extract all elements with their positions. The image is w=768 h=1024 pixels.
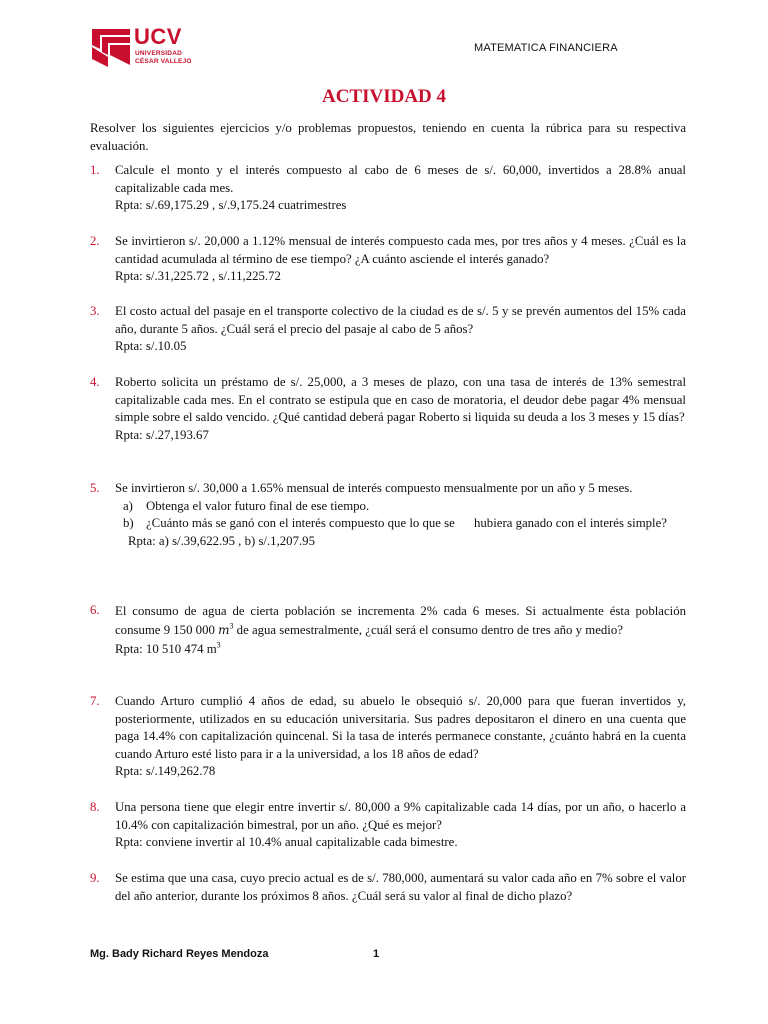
unit-symbol: m (218, 623, 230, 637)
unit-exponent: 3 (229, 621, 234, 631)
exercise-number: 5. (90, 481, 100, 495)
exercise-4 (90, 374, 686, 444)
exercise-text: Roberto solicita un préstamo de s/. 25,000, a 3 meses de plazo, con una tasa de interés de 13% semestral capitalizable cada mes. En el contrato se estipula que en caso de moratoria, el deudor debe pagar 4% mensual simple sobre el saldo vencido. ¿Qué cantidad deberá pagar Roberto si liquida su deuda a los 3 meses y 15 días? (115, 375, 686, 425)
exercise-answer: Rpta: s/.10.05 (115, 339, 187, 354)
university-logo (90, 25, 200, 69)
logo-name-line: CÉSAR VALLEJO (135, 58, 192, 65)
sub-letter: a) (123, 498, 133, 513)
logo-university-line: UNIVERSIDAD (135, 50, 182, 57)
exercise-number: 1. (90, 163, 100, 177)
exercise-1 (90, 162, 686, 215)
exercise-number: 9. (90, 871, 100, 885)
exercise-text-part: de agua semestralmente, ¿cuál será el consumo dentro de tres año y medio? (233, 623, 623, 637)
exercise-8 (90, 799, 686, 852)
exercise-5 (90, 480, 686, 550)
exercise-answer: Rpta: s/.27,193.67 (115, 427, 209, 442)
activity-title: ACTIVIDAD 4 (321, 86, 447, 107)
exercise-text: Una persona tiene que elegir entre invertir s/. 80,000 a 9% capitalizable cada 14 días, por un año, o hacerlo a 10.4% con capitalización bimestral, por un año. ¿Qué es mejor? (115, 800, 686, 832)
exercise-text: Se estima que una casa, cuyo precio actual es de s/. 780,000, aumentará su valor cada año en 7% sobre el valor del año anterior, durante los próximos 8 años. ¿Cuál será su valor al final de dicho plazo? (115, 871, 686, 903)
exercise-3 (90, 303, 686, 356)
exercise-text: Se invirtieron s/. 30,000 a 1.65% mensual de interés compuesto mensualmente por un año y 5 meses. (115, 481, 633, 495)
exercise-text (115, 602, 686, 640)
sub-question-b (123, 515, 686, 533)
exercise-number: 7. (90, 694, 100, 708)
exercise-number: 2. (90, 234, 100, 248)
exercise-number: 4. (90, 375, 100, 389)
exercise-answer: Rpta: a) s/.39,622.95 , b) s/.1,207.95 (128, 533, 315, 548)
exercise-number: 6. (90, 603, 100, 617)
exercise-number: 3. (90, 304, 100, 318)
exercise-number: 8. (90, 800, 100, 814)
ucv-shield-icon (90, 25, 132, 69)
exercise-answer: Rpta: s/.149,262.78 (115, 764, 216, 779)
sub-text: Obtenga el valor futuro final de ese tiempo. (146, 498, 370, 513)
sub-question-a (123, 498, 686, 516)
exercise-9 (90, 870, 686, 905)
exercise-answer: Rpta: conviene invertir al 10.4% anual capitalizable cada bimestre. (115, 835, 458, 850)
course-title: MATEMATICA FINANCIERA (474, 42, 618, 54)
exercise-answer: Rpta: s/.31,225.72 , s/.11,225.72 (115, 269, 281, 284)
sub-letter: b) (123, 516, 134, 531)
page-number: 1 (373, 948, 380, 960)
exercise-6 (90, 602, 686, 659)
answer-text: Rpta: 10 510 474 m (115, 642, 217, 656)
exercise-7 (90, 693, 686, 781)
exercise-text: Calcule el monto y el interés compuesto al cabo de 6 meses de s/. 60,000, invertidos a 28.8% anual capitalizable cada mes. (115, 163, 686, 195)
exercise-text-part: El consumo de agua de cierta población se incrementa 2% cada 6 meses. Si actualmente ésta población consume 9 150 000 (115, 604, 686, 637)
sub-text: ¿Cuánto más se ganó con el interés compuesto que lo que se hubiera ganado con el interés simple? (146, 516, 667, 531)
footer-author: Mg. Bady Richard Reyes Mendoza (90, 948, 269, 960)
exercise-answer (115, 640, 686, 659)
exercise-2 (90, 233, 686, 286)
exercise-text: Cuando Arturo cumplió 4 años de edad, su abuelo le obsequió s/. 20,000 para que fueran invertidos y, posteriormente, utilizados en su educación universitaria. Sus padres depositaron el dinero en una cuenta que paga 14.4% con capitalización quincenal. Si la tasa de interés permanece constante, ¿cuánto habrá en la cuenta cuando Arturo esté listo para ir a la universidad, a los 18 años de edad? (115, 694, 686, 761)
answer-exponent: 3 (216, 640, 221, 650)
exercise-answer: Rpta: s/.69,175.29 , s/.9,175.24 cuatrimestres (115, 198, 347, 213)
logo-wordmark: UCV (134, 24, 182, 49)
instructions: Resolver los siguientes ejercicios y/o problemas propuestos, teniendo en cuenta la rúbrica para su respectiva evaluación. (90, 121, 686, 153)
exercise-text: El costo actual del pasaje en el transporte colectivo de la ciudad es de s/. 5 y se prevén aumentos del 15% cada año, durante 5 años. ¿Cuál será el precio del pasaje al cabo de 5 años? (115, 304, 686, 336)
exercise-text: Se invirtieron s/. 20,000 a 1.12% mensual de interés compuesto cada mes, por tres años y 4 meses. ¿Cuál es la cantidad acumulada al término de ese tiempo? ¿A cuánto asciende el interés ganado? (115, 234, 686, 266)
